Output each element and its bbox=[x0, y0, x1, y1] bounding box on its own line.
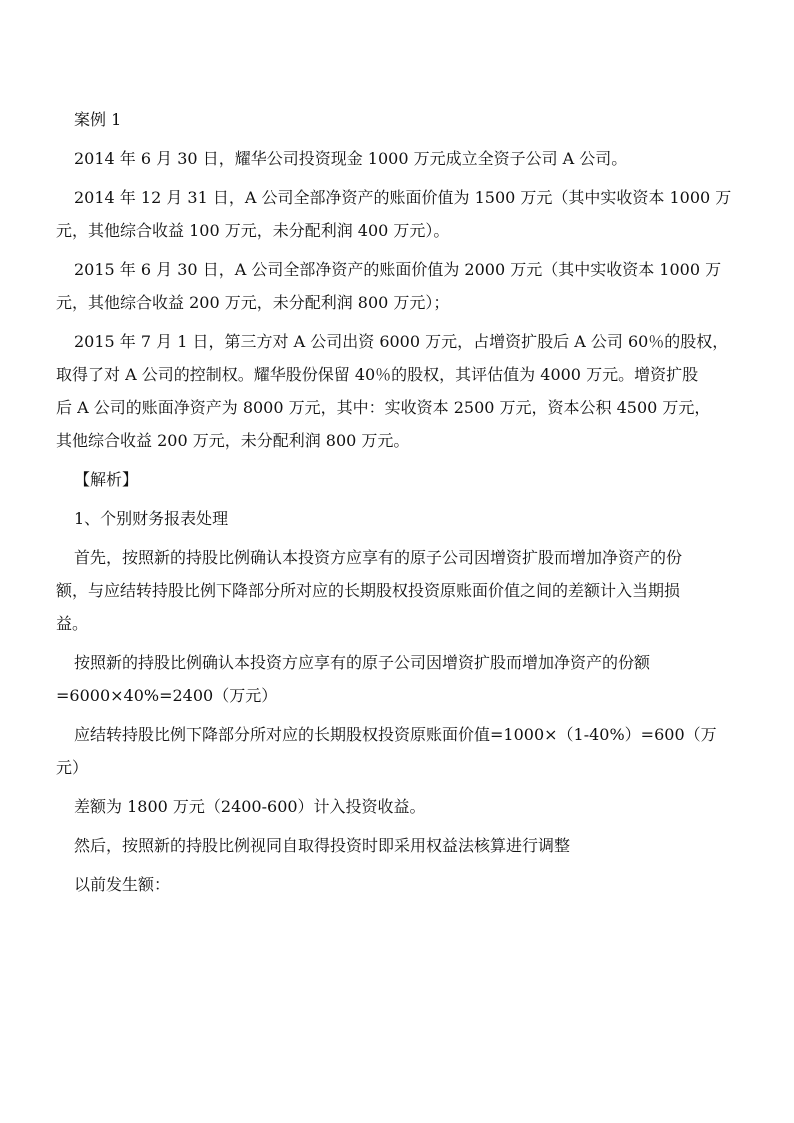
paragraph-4-line-4: 其他综合收益 200 万元，未分配利润 800 万元。 bbox=[56, 431, 410, 450]
paragraph-4-line-2: 取得了对 A 公司的控制权。耀华股份保留 40％的股权，其评估值为 4000 万元。增资扩股 bbox=[56, 365, 699, 384]
analysis-heading: 【解析】 bbox=[74, 470, 139, 489]
paragraph-2-line-1: 2014 年 12 月 31 日，A 公司全部净资产的账面价值为 1500 万元（其中实收资本 1000 万 bbox=[74, 188, 732, 207]
paragraph-5-line-1: 首先，按照新的持股比例确认本投资方应享有的原子公司因增资扩股而增加净资产的份 bbox=[74, 548, 683, 567]
paragraph-4-line-1: 2015 年 7 月 1 日，第三方对 A 公司出资 6000 万元，占增资扩股后 A 公司 60％的股权， bbox=[74, 332, 729, 351]
paragraph-8: 差额为 1800 万元（2400-600）计入投资收益。 bbox=[74, 797, 426, 816]
paragraph-7 bbox=[56, 718, 740, 784]
paragraph-9: 然后，按照新的持股比例视同自取得投资时即采用权益法核算进行调整 bbox=[74, 836, 571, 855]
paragraph-2 bbox=[56, 181, 740, 247]
paragraph-4 bbox=[56, 325, 740, 457]
section-heading-1: 1、个别财务报表处理 bbox=[74, 509, 229, 528]
paragraph-7-line-2: 元） bbox=[56, 758, 89, 777]
paragraph-6-line-2: =6000×40%=2400（万元） bbox=[56, 686, 278, 705]
paragraph-3-line-2: 元，其他综合收益 200 万元，未分配利润 800 万元）； bbox=[56, 293, 450, 312]
paragraph-10: 以前发生额： bbox=[74, 875, 171, 894]
case-title: 案例 1 bbox=[74, 110, 122, 129]
paragraph-1: 2014 年 6 月 30 日，耀华公司投资现金 1000 万元成立全资子公司 A 公司。 bbox=[74, 149, 628, 168]
paragraph-7-line-1: 应结转持股比例下降部分所对应的长期股权投资原账面价值=1000×（1-40%）=600（万 bbox=[74, 725, 717, 744]
paragraph-6-line-1: 按照新的持股比例确认本投资方应享有的原子公司因增资扩股而增加净资产的份额 bbox=[74, 653, 651, 672]
paragraph-6 bbox=[56, 646, 740, 712]
paragraph-5-line-2: 额，与应结转持股比例下降部分所对应的长期股权投资原账面价值之间的差额计入当期损 bbox=[56, 581, 681, 600]
paragraph-5 bbox=[56, 541, 740, 640]
paragraph-3-line-1: 2015 年 6 月 30 日，A 公司全部净资产的账面价值为 2000 万元（其中实收资本 1000 万 bbox=[74, 260, 722, 279]
paragraph-2-line-2: 元，其他综合收益 100 万元，未分配利润 400 万元）。 bbox=[56, 221, 450, 240]
paragraph-3 bbox=[56, 253, 740, 319]
paragraph-4-line-3: 后 A 公司的账面净资产为 8000 万元，其中：实收资本 2500 万元，资本公积 4500 万元， bbox=[56, 398, 711, 417]
paragraph-5-line-3: 益。 bbox=[56, 614, 89, 633]
document-body bbox=[56, 103, 740, 901]
